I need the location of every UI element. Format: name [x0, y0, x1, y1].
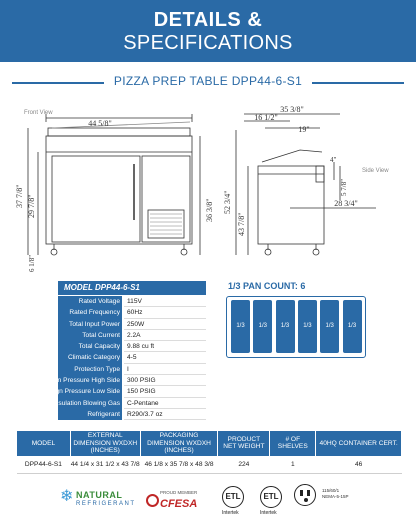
spec-row: [38, 330, 141, 341]
spec-value: R290/3.7 oz: [124, 409, 206, 420]
table-cell: DPP44-6-S1: [17, 456, 71, 473]
cfesa-proud-member: PROUD MEMBER: [160, 490, 198, 495]
spec-row: [38, 341, 155, 352]
model-title: PIZZA PREP TABLE DPP44-6-S1: [113, 74, 303, 88]
table-header-cell: MODEL: [17, 431, 71, 457]
spec-key: Climatic Category: [67, 354, 120, 362]
spec-rows: [38, 296, 163, 420]
spec-title: MODEL DPP44-6-S1: [58, 281, 206, 295]
side-cabinet: [258, 166, 324, 244]
drawing-svg: [0, 100, 416, 275]
table-header-cell: PACKAGING DIMENSION WXDXH (INCHES): [140, 431, 218, 457]
technical-drawing: [0, 100, 416, 275]
spec-summary-table: [16, 430, 402, 474]
title-rule-right: [312, 82, 404, 84]
cfesa-emblem-icon: [146, 494, 159, 507]
spec-value: 2.2A: [124, 330, 206, 341]
dim-overall-height-text: 37 7/8": [15, 184, 24, 208]
spec-row: [38, 319, 145, 330]
dim-lid-text: 19": [298, 125, 310, 134]
dim-work-height-text: 36 3/8": [205, 198, 214, 222]
header-banner: [0, 0, 416, 62]
plug-spec: [322, 488, 349, 501]
spec-value: 150 PSIG: [124, 386, 206, 397]
dim-depth-top-text: 16 1/2": [254, 113, 278, 122]
refrigerant-logo-text: REFRIGERANT: [76, 501, 136, 507]
spec-row: [38, 398, 159, 409]
spec-key: Protection Type: [74, 365, 120, 373]
table-header-cell: EXTERNAL DIMENSION WXDXH (INCHES): [70, 431, 140, 457]
front-top-lid: [48, 128, 190, 136]
pan-slot: 1/3: [276, 300, 295, 353]
plug-spec-line2: NEMA-5-15P: [322, 494, 349, 500]
dim-body-height-text: 29 7/8": [27, 194, 36, 218]
dim-side-depth-text: 28 3/4": [334, 199, 358, 208]
cfesa-text: CFESA: [160, 498, 198, 510]
table-cell: 224: [218, 456, 270, 473]
certification-logos: [0, 478, 416, 525]
table-row: [17, 456, 402, 473]
spec-key: Total Capacity: [78, 343, 120, 351]
spec-row: [38, 296, 142, 307]
spec-value: 60Hz: [124, 307, 206, 318]
dim-side-body-text: 43 7/8": [237, 212, 246, 236]
spec-key: Design Pressure Low Side: [42, 388, 120, 396]
pan-slot: 1/3: [231, 300, 250, 353]
spec-key: Rated Voltage: [78, 298, 120, 305]
spec-row: [38, 375, 156, 386]
table-header-row: [17, 431, 402, 457]
table-cell: 46 1/8 x 35 7/8 x 48 3/8: [140, 456, 218, 473]
pan-slot: 1/3: [298, 300, 317, 353]
pan-count-title: 1/3 PAN COUNT: 6: [228, 281, 306, 291]
spec-row: [38, 307, 143, 318]
front-door: [52, 156, 140, 242]
dim-depth-total-text: 35 3/8": [280, 105, 304, 114]
pan-tray: [226, 296, 366, 358]
dim-side-small-text: 4": [330, 156, 337, 164]
dim-leg-text: 6 1/8": [28, 254, 36, 272]
etl-cert-icon-1: ETL: [222, 486, 244, 508]
spec-key: Refrigerant: [87, 410, 120, 418]
spec-key: Total Input Power: [69, 320, 120, 328]
spec-value: 250W: [124, 319, 206, 330]
spec-value: 300 PSIG: [124, 375, 206, 386]
header-title-line2: SPECIFICATIONS: [123, 32, 293, 54]
table-cell: 44 1/4 x 31 1/2 x 43 7/8: [70, 456, 140, 473]
table-cell: 1: [270, 456, 316, 473]
table-cell: 46: [316, 456, 402, 473]
spec-key: Total Current: [82, 331, 120, 339]
header-title-line1: DETAILS &: [153, 9, 263, 31]
front-view-label: Front View: [24, 110, 53, 116]
side-lid: [262, 150, 322, 162]
etl-cert-icon-2: ETL: [260, 486, 282, 508]
spec-value: 115V: [124, 296, 206, 307]
spec-value: 4-5: [124, 352, 206, 363]
spec-row: [38, 364, 129, 375]
table-header-cell: # OF SHELVES: [270, 431, 316, 457]
dim-width-text: 44 5/8": [88, 119, 112, 128]
table-header-cell: 40HQ CONTAINER CERT.: [316, 431, 402, 457]
spec-key: Rated Frequency: [69, 309, 120, 317]
side-view-label: Side View: [362, 168, 389, 174]
spec-key: Design Pressure High Side: [40, 377, 120, 385]
natural-logo-text: NATURAL: [76, 490, 123, 500]
dim-side-height-text: 52 3/4": [223, 190, 232, 214]
intertek-label-1: Intertek: [222, 510, 239, 516]
intertek-label-2: Intertek: [260, 510, 277, 516]
plug-spec-line1: 115/60/1: [322, 488, 340, 493]
pan-slot: 1/3: [343, 300, 362, 353]
model-title-bar: [0, 72, 416, 92]
spec-value: C-Pentane: [124, 398, 206, 409]
spec-value: 9.88 cu ft: [124, 341, 206, 352]
table-header-cell: PRODUCT NET WEIGHT: [218, 431, 270, 457]
spec-key: Insulation Blowing Gas: [52, 399, 120, 407]
pan-slot: 1/3: [320, 300, 339, 353]
dim-side-mid-text: 5 7/8": [340, 178, 348, 196]
snowflake-icon: ❄: [60, 488, 74, 505]
pan-slot: 1/3: [253, 300, 272, 353]
spec-row: [38, 386, 156, 397]
nema-plug-icon: [294, 484, 316, 506]
spec-row: [38, 352, 137, 363]
spec-value: I: [124, 364, 206, 375]
spec-row: [38, 409, 163, 420]
